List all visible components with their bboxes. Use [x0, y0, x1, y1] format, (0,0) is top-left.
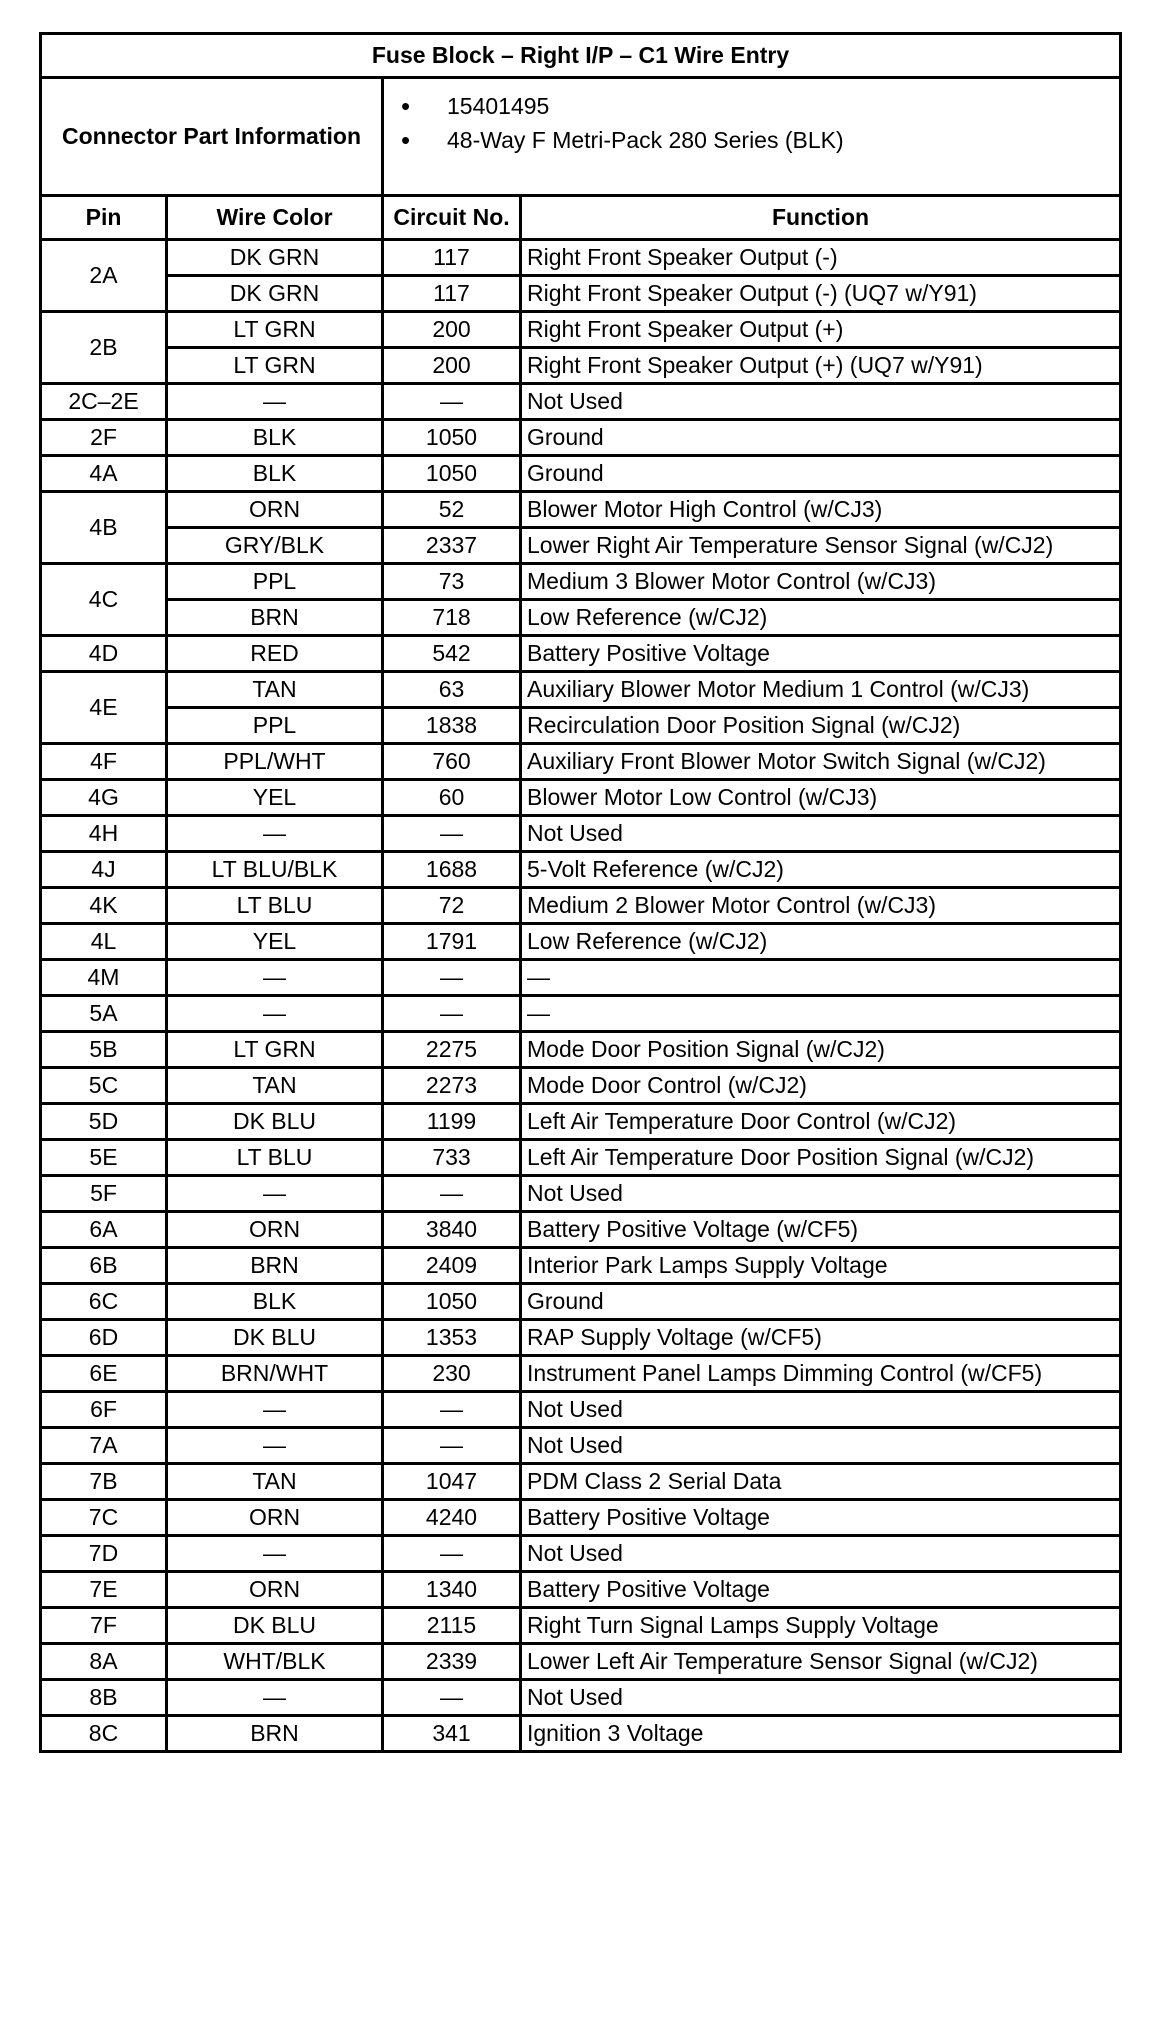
- function-cell: Blower Motor Low Control (w/CJ3): [521, 780, 1121, 816]
- table-row: [41, 1356, 1121, 1392]
- wire-color-cell: LT BLU/BLK: [167, 852, 383, 888]
- function-cell: —: [521, 960, 1121, 996]
- function-cell: Battery Positive Voltage (w/CF5): [521, 1212, 1121, 1248]
- circuit-cell: 72: [383, 888, 521, 924]
- pin-cell: 5C: [41, 1068, 167, 1104]
- pin-cell: 4E: [41, 672, 167, 744]
- circuit-cell: 1199: [383, 1104, 521, 1140]
- wire-color-cell: TAN: [167, 1068, 383, 1104]
- pin-table-body: [41, 240, 1121, 1752]
- table-row: [41, 1680, 1121, 1716]
- function-cell: Not Used: [521, 1176, 1121, 1212]
- function-cell: Auxiliary Front Blower Motor Switch Signal (w/CJ2): [521, 744, 1121, 780]
- table-row: [41, 1464, 1121, 1500]
- table-row: [41, 312, 1121, 348]
- circuit-cell: —: [383, 996, 521, 1032]
- table-row: [41, 1320, 1121, 1356]
- pin-cell: 4C: [41, 564, 167, 636]
- circuit-cell: —: [383, 1176, 521, 1212]
- function-cell: PDM Class 2 Serial Data: [521, 1464, 1121, 1500]
- column-header-pin: Pin: [41, 196, 167, 240]
- circuit-cell: 2115: [383, 1608, 521, 1644]
- column-header-wire-color: Wire Color: [167, 196, 383, 240]
- pin-cell: 6F: [41, 1392, 167, 1428]
- part-list: [389, 89, 1114, 157]
- table-row: [41, 888, 1121, 924]
- connector-info-row: [41, 78, 1121, 196]
- circuit-cell: 1791: [383, 924, 521, 960]
- table-row: [41, 1644, 1121, 1680]
- pin-cell: 2A: [41, 240, 167, 312]
- function-cell: Recirculation Door Position Signal (w/CJ2): [521, 708, 1121, 744]
- pin-cell: 4F: [41, 744, 167, 780]
- pin-cell: 4G: [41, 780, 167, 816]
- function-cell: Right Turn Signal Lamps Supply Voltage: [521, 1608, 1121, 1644]
- circuit-cell: 4240: [383, 1500, 521, 1536]
- pin-cell: 4H: [41, 816, 167, 852]
- table-row: [41, 600, 1121, 636]
- circuit-cell: 1838: [383, 708, 521, 744]
- wire-color-cell: LT GRN: [167, 348, 383, 384]
- circuit-cell: 2273: [383, 1068, 521, 1104]
- table-row: [41, 1572, 1121, 1608]
- function-cell: Blower Motor High Control (w/CJ3): [521, 492, 1121, 528]
- pin-cell: 7C: [41, 1500, 167, 1536]
- pin-cell: 8C: [41, 1716, 167, 1752]
- function-cell: Left Air Temperature Door Position Signal (w/CJ2): [521, 1140, 1121, 1176]
- table-row: [41, 1608, 1121, 1644]
- table-title: Fuse Block – Right I/P – C1 Wire Entry: [41, 34, 1121, 78]
- wire-color-cell: LT BLU: [167, 1140, 383, 1176]
- function-cell: Ignition 3 Voltage: [521, 1716, 1121, 1752]
- part-number: • 15401495: [447, 89, 1114, 123]
- function-cell: Medium 2 Blower Motor Control (w/CJ3): [521, 888, 1121, 924]
- function-cell: Right Front Speaker Output (-) (UQ7 w/Y91): [521, 276, 1121, 312]
- pin-cell: 5B: [41, 1032, 167, 1068]
- pin-cell: 7A: [41, 1428, 167, 1464]
- function-cell: Mode Door Control (w/CJ2): [521, 1068, 1121, 1104]
- function-cell: Auxiliary Blower Motor Medium 1 Control (w/CJ3): [521, 672, 1121, 708]
- circuit-cell: 200: [383, 312, 521, 348]
- circuit-cell: 73: [383, 564, 521, 600]
- wire-color-cell: ORN: [167, 1500, 383, 1536]
- function-cell: Not Used: [521, 1536, 1121, 1572]
- circuit-cell: 1050: [383, 420, 521, 456]
- pin-cell: 8A: [41, 1644, 167, 1680]
- wire-color-cell: ORN: [167, 1572, 383, 1608]
- pin-cell: 6C: [41, 1284, 167, 1320]
- pin-cell: 4J: [41, 852, 167, 888]
- wire-color-cell: —: [167, 384, 383, 420]
- wire-color-cell: —: [167, 1428, 383, 1464]
- pin-cell: 5D: [41, 1104, 167, 1140]
- circuit-cell: 2337: [383, 528, 521, 564]
- circuit-cell: 542: [383, 636, 521, 672]
- wire-color-cell: ORN: [167, 492, 383, 528]
- function-cell: Not Used: [521, 1680, 1121, 1716]
- function-cell: Battery Positive Voltage: [521, 1500, 1121, 1536]
- function-cell: Right Front Speaker Output (+): [521, 312, 1121, 348]
- pin-cell: 2C–2E: [41, 384, 167, 420]
- table-row: [41, 384, 1121, 420]
- column-header-function: Function: [521, 196, 1121, 240]
- circuit-cell: 341: [383, 1716, 521, 1752]
- function-cell: Mode Door Position Signal (w/CJ2): [521, 1032, 1121, 1068]
- circuit-cell: 2339: [383, 1644, 521, 1680]
- wire-color-cell: DK GRN: [167, 240, 383, 276]
- function-cell: Battery Positive Voltage: [521, 1572, 1121, 1608]
- connector-table-container: [39, 32, 1119, 1753]
- wire-color-cell: ORN: [167, 1212, 383, 1248]
- pin-cell: 4K: [41, 888, 167, 924]
- table-row: [41, 1284, 1121, 1320]
- table-row: [41, 1500, 1121, 1536]
- circuit-cell: 2409: [383, 1248, 521, 1284]
- circuit-cell: 1688: [383, 852, 521, 888]
- wire-color-cell: —: [167, 816, 383, 852]
- circuit-cell: 1050: [383, 456, 521, 492]
- table-row: [41, 924, 1121, 960]
- table-row: [41, 780, 1121, 816]
- column-header-row: [41, 196, 1121, 240]
- table-row: [41, 1248, 1121, 1284]
- circuit-cell: —: [383, 1536, 521, 1572]
- function-cell: Lower Left Air Temperature Sensor Signal (w/CJ2): [521, 1644, 1121, 1680]
- wire-color-cell: BLK: [167, 420, 383, 456]
- wire-color-cell: BLK: [167, 1284, 383, 1320]
- wire-color-cell: BRN: [167, 1716, 383, 1752]
- function-cell: —: [521, 996, 1121, 1032]
- function-cell: 5-Volt Reference (w/CJ2): [521, 852, 1121, 888]
- pin-cell: 5F: [41, 1176, 167, 1212]
- table-row: [41, 816, 1121, 852]
- column-header-circuit: Circuit No.: [383, 196, 521, 240]
- wire-color-cell: —: [167, 1680, 383, 1716]
- function-cell: Not Used: [521, 1392, 1121, 1428]
- part-description: • 48-Way F Metri-Pack 280 Series (BLK): [447, 123, 1114, 157]
- function-cell: Battery Positive Voltage: [521, 636, 1121, 672]
- circuit-cell: 2275: [383, 1032, 521, 1068]
- table-row: [41, 456, 1121, 492]
- table-row: [41, 852, 1121, 888]
- wire-color-cell: PPL: [167, 708, 383, 744]
- wire-color-cell: PPL: [167, 564, 383, 600]
- pin-cell: 7B: [41, 1464, 167, 1500]
- wire-color-cell: DK GRN: [167, 276, 383, 312]
- wire-color-cell: BRN/WHT: [167, 1356, 383, 1392]
- pin-cell: 6D: [41, 1320, 167, 1356]
- wire-color-cell: BLK: [167, 456, 383, 492]
- circuit-cell: —: [383, 1428, 521, 1464]
- wire-color-cell: —: [167, 996, 383, 1032]
- table-row: [41, 744, 1121, 780]
- function-cell: Not Used: [521, 816, 1121, 852]
- function-cell: Interior Park Lamps Supply Voltage: [521, 1248, 1121, 1284]
- table-row: [41, 1068, 1121, 1104]
- circuit-cell: 52: [383, 492, 521, 528]
- function-cell: Ground: [521, 1284, 1121, 1320]
- function-cell: Right Front Speaker Output (+) (UQ7 w/Y91): [521, 348, 1121, 384]
- table-row: [41, 1212, 1121, 1248]
- wire-color-cell: BRN: [167, 600, 383, 636]
- function-cell: Left Air Temperature Door Control (w/CJ2): [521, 1104, 1121, 1140]
- connector-info-label: Connector Part Information: [41, 78, 383, 196]
- table-row: [41, 348, 1121, 384]
- table-row: [41, 708, 1121, 744]
- function-cell: Instrument Panel Lamps Dimming Control (w/CF5): [521, 1356, 1121, 1392]
- pin-cell: 4D: [41, 636, 167, 672]
- circuit-cell: 200: [383, 348, 521, 384]
- table-row: [41, 276, 1121, 312]
- pin-cell: 6A: [41, 1212, 167, 1248]
- circuit-cell: 1050: [383, 1284, 521, 1320]
- wire-color-cell: DK BLU: [167, 1608, 383, 1644]
- circuit-cell: 63: [383, 672, 521, 708]
- wire-color-cell: DK BLU: [167, 1104, 383, 1140]
- circuit-cell: —: [383, 1680, 521, 1716]
- pin-cell: 7D: [41, 1536, 167, 1572]
- table-row: [41, 492, 1121, 528]
- circuit-cell: —: [383, 384, 521, 420]
- connector-info-parts: [383, 78, 1121, 196]
- table-row: [41, 1032, 1121, 1068]
- wire-color-cell: —: [167, 960, 383, 996]
- wire-color-cell: GRY/BLK: [167, 528, 383, 564]
- circuit-cell: 1047: [383, 1464, 521, 1500]
- wire-color-cell: —: [167, 1536, 383, 1572]
- connector-pinout-table: [39, 32, 1122, 1753]
- wire-color-cell: LT GRN: [167, 312, 383, 348]
- function-cell: Medium 3 Blower Motor Control (w/CJ3): [521, 564, 1121, 600]
- circuit-cell: 60: [383, 780, 521, 816]
- wire-color-cell: RED: [167, 636, 383, 672]
- wire-color-cell: —: [167, 1392, 383, 1428]
- circuit-cell: 760: [383, 744, 521, 780]
- wire-color-cell: LT GRN: [167, 1032, 383, 1068]
- circuit-cell: 117: [383, 276, 521, 312]
- pin-cell: 7F: [41, 1608, 167, 1644]
- table-row: [41, 996, 1121, 1032]
- table-row: [41, 420, 1121, 456]
- wire-color-cell: YEL: [167, 924, 383, 960]
- function-cell: Ground: [521, 420, 1121, 456]
- pin-cell: 5E: [41, 1140, 167, 1176]
- pin-cell: 7E: [41, 1572, 167, 1608]
- function-cell: Ground: [521, 456, 1121, 492]
- table-row: [41, 1176, 1121, 1212]
- pin-cell: 4M: [41, 960, 167, 996]
- pin-cell: 6E: [41, 1356, 167, 1392]
- table-row: [41, 1716, 1121, 1752]
- function-cell: Not Used: [521, 1428, 1121, 1464]
- circuit-cell: 3840: [383, 1212, 521, 1248]
- pin-cell: 2F: [41, 420, 167, 456]
- wire-color-cell: TAN: [167, 1464, 383, 1500]
- function-cell: Right Front Speaker Output (-): [521, 240, 1121, 276]
- wire-color-cell: LT BLU: [167, 888, 383, 924]
- function-cell: Lower Right Air Temperature Sensor Signal (w/CJ2): [521, 528, 1121, 564]
- pin-cell: 5A: [41, 996, 167, 1032]
- circuit-cell: 1353: [383, 1320, 521, 1356]
- table-row: [41, 1536, 1121, 1572]
- wire-color-cell: TAN: [167, 672, 383, 708]
- pin-cell: 2B: [41, 312, 167, 384]
- wire-color-cell: BRN: [167, 1248, 383, 1284]
- wire-color-cell: —: [167, 1176, 383, 1212]
- table-row: [41, 528, 1121, 564]
- circuit-cell: 733: [383, 1140, 521, 1176]
- wire-color-cell: PPL/WHT: [167, 744, 383, 780]
- circuit-cell: —: [383, 816, 521, 852]
- pin-cell: 4A: [41, 456, 167, 492]
- function-cell: Low Reference (w/CJ2): [521, 600, 1121, 636]
- function-cell: Not Used: [521, 384, 1121, 420]
- table-row: [41, 960, 1121, 996]
- circuit-cell: 718: [383, 600, 521, 636]
- wire-color-cell: WHT/BLK: [167, 1644, 383, 1680]
- wire-color-cell: YEL: [167, 780, 383, 816]
- table-row: [41, 1428, 1121, 1464]
- table-row: [41, 672, 1121, 708]
- function-cell: Low Reference (w/CJ2): [521, 924, 1121, 960]
- circuit-cell: 230: [383, 1356, 521, 1392]
- table-title-row: [41, 34, 1121, 78]
- circuit-cell: —: [383, 960, 521, 996]
- circuit-cell: 117: [383, 240, 521, 276]
- pin-cell: 6B: [41, 1248, 167, 1284]
- table-row: [41, 1104, 1121, 1140]
- table-row: [41, 636, 1121, 672]
- table-row: [41, 1140, 1121, 1176]
- circuit-cell: —: [383, 1392, 521, 1428]
- pin-cell: 4B: [41, 492, 167, 564]
- pin-cell: 8B: [41, 1680, 167, 1716]
- pin-cell: 4L: [41, 924, 167, 960]
- wire-color-cell: DK BLU: [167, 1320, 383, 1356]
- function-cell: RAP Supply Voltage (w/CF5): [521, 1320, 1121, 1356]
- circuit-cell: 1340: [383, 1572, 521, 1608]
- table-row: [41, 1392, 1121, 1428]
- table-row: [41, 240, 1121, 276]
- table-row: [41, 564, 1121, 600]
